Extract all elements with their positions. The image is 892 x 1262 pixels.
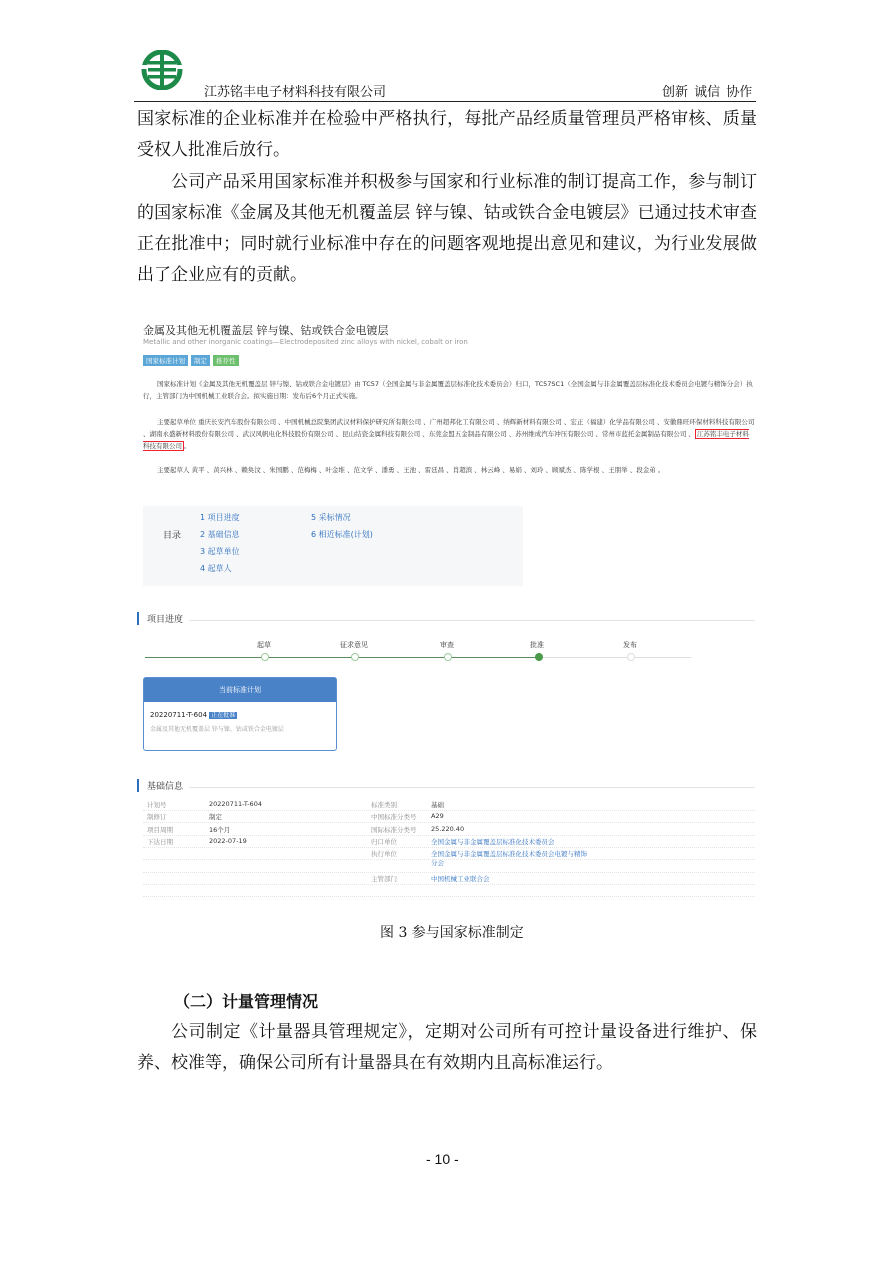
- header-divider: [134, 101, 756, 102]
- step-label: 发布: [623, 641, 637, 649]
- tag-nature: 推荐性: [213, 355, 239, 366]
- info-cell: 国际标准分类号: [371, 825, 417, 834]
- standard-screenshot: [137, 316, 757, 911]
- step-dot-current: [535, 653, 543, 661]
- info-cell: 中国标准分类号: [371, 813, 417, 822]
- step-label: 起草: [257, 641, 271, 649]
- page-number: - 10 -: [426, 1151, 459, 1167]
- step-dot: [261, 653, 269, 661]
- toc-item[interactable]: 6 相近标准(计划): [311, 530, 373, 539]
- toc-item[interactable]: 4 起草人: [200, 564, 232, 573]
- body-text-bottom: [137, 1017, 757, 1079]
- info-cell: 20220711-T-604: [209, 800, 262, 808]
- paragraph-1: 国家标准的企业标准并在检验中严格执行，每批产品经质量管理员严格审核、质量受权人批准后放行。: [137, 109, 757, 160]
- company-logo: [140, 50, 184, 90]
- basic-section-title: 基础信息: [137, 779, 183, 792]
- highlighted-company: 江苏铭丰电子材料科技有限公司: [143, 430, 749, 450]
- info-row-divider: [143, 847, 755, 848]
- section-heading: （二）计量管理情况: [174, 992, 319, 1011]
- info-cell: 16个月: [209, 825, 231, 834]
- info-cell: 归口单位: [371, 837, 397, 846]
- info-cell: 下达日期: [147, 837, 173, 846]
- toc-item[interactable]: 2 基础信息: [200, 530, 240, 539]
- info-row-divider: [143, 810, 755, 811]
- card-plan-no: [150, 710, 237, 719]
- section-rule: [189, 787, 755, 788]
- toc-item[interactable]: 5 采标情况: [311, 513, 351, 522]
- info-cell: 主管部门: [371, 874, 397, 883]
- toc-label: 目录: [163, 531, 182, 541]
- info-cell: 中国机械工业联合会: [431, 874, 490, 883]
- step-dot: [627, 653, 635, 661]
- info-cell: 基础: [431, 801, 444, 809]
- current-plan-card[interactable]: [143, 677, 337, 751]
- info-cell: 2022-07-19: [209, 836, 247, 845]
- status-badge: 正在批准: [211, 712, 236, 719]
- figure-caption: 图 3 参与国家标准制定: [380, 925, 524, 941]
- info-cell: 25.220.40: [431, 824, 465, 833]
- info-cell: A29: [431, 812, 444, 821]
- drafting-units-end: 。: [184, 442, 191, 450]
- step-label: 征求意见: [340, 641, 368, 649]
- step-dot: [444, 653, 452, 661]
- drafters: 主要起草人 黄平 、黄兴林 、赖奂汶 、朱国鹏 、范梅梅 、叶金堆 、范文学 、潘勇 、王池 、雷廷昌 、肖超滨 、林云峰 、易娟 、刘玲 、顾斌杰 、陈学根 、王朋举 、段金弟 。: [157, 466, 665, 474]
- table-of-contents: [143, 506, 523, 586]
- header-motto: 创新 诚信 协作: [662, 85, 753, 100]
- info-cell: 制修订: [147, 813, 167, 822]
- info-cell: 计划号: [147, 801, 167, 809]
- info-row-divider: [143, 822, 755, 823]
- info-cell: 全国金属与非金属覆盖层标准化技术委员会: [431, 837, 555, 846]
- body-text-top: [137, 104, 757, 291]
- toc-item[interactable]: 3 起草单位: [200, 547, 240, 556]
- info-cell: 执行单位: [371, 850, 397, 859]
- toc-item[interactable]: 1 项目进度: [200, 513, 240, 522]
- standard-title: 金属及其他无机覆盖层 锌与镍、钴或铁合金电镀层: [143, 324, 389, 337]
- paragraph-3: 公司制定《计量器具管理规定》，定期对公司所有可控计量设备进行维护、保养、校准等，确保公司所有计量器具在有效期内且高标准运行。: [137, 1022, 757, 1073]
- standard-tags: [143, 348, 242, 367]
- info-cell: 制定: [209, 813, 222, 822]
- section-rule: [189, 620, 755, 621]
- info-row-divider: [143, 872, 755, 873]
- standard-intro: 国家标准计划《金属及其他无机覆盖层 锌与镍、钴或铁合金电镀层》由 TC57（全国金属与非金属覆盖层标准化技术委员会）归口，TC57SC1（全国金属与非金属覆盖层标准化技术委员会电镀与精饰分会）执行，主管部门为中国机械工业联合会。拟实施日期：发布后6个月正式实施。: [143, 380, 753, 400]
- info-row-divider: [143, 896, 755, 897]
- card-no: 20220711-T-604: [150, 711, 208, 719]
- drafting-units: [143, 416, 755, 452]
- card-plan-name: 金属及其他无机覆盖层 锌与镍、钴或铁合金电镀层: [150, 726, 284, 733]
- info-cell: 全国金属与非金属覆盖层标准化技术委员会电镀与精饰分会: [431, 850, 587, 868]
- header-company: 江苏铭丰电子材料科技有限公司: [204, 85, 387, 100]
- tag-plan: 国家标准计划: [143, 355, 188, 366]
- card-title: 当前标准计划: [144, 678, 336, 702]
- tag-type: 制定: [191, 355, 210, 366]
- step-label: 审查: [440, 641, 454, 649]
- step-label: 批准: [530, 641, 544, 649]
- info-cell: 标准类别: [371, 801, 397, 809]
- info-cell: 项目周期: [147, 825, 173, 834]
- info-row-divider: [143, 835, 755, 836]
- standard-title-en: Metallic and other inorganic coatings—Electrodeposited zinc alloys with nickel, cobalt or iron: [143, 338, 468, 346]
- info-row-divider: [143, 859, 755, 860]
- drafting-units-text: 主要起草单位 重庆长安汽车股份有限公司 、中国机械总院集团武汉材料保护研究所有限公司 、广州超邦化工有限公司 、纳辉新材料有限公司 、宏正（福建）化学品有限公司 、安徽鼎旺环保材料科技有限公司 、湖南永盛新材料股份有限公司 、武汉风帆电化科技股份有限公司 、昆山结瓷金属科技有限公司 、东莞金盟五金制品有限公司 、苏州维成汽车冲压有限公司 、常州市蓝托金属制品有限公司 、: [143, 418, 755, 438]
- info-row-divider: [143, 884, 755, 885]
- progress-section-title: 项目进度: [137, 612, 183, 625]
- progress-line-pending: [541, 657, 691, 658]
- paragraph-2: 公司产品采用国家标准并积极参与国家和行业标准的制订提高工作，参与制订的国家标准《金属及其他无机覆盖层 锌与镍、钴或铁合金电镀层》已通过技术审查正在批准中；同时就行业标准中存在的问题客观地提出意见和建议，为行业发展做出了企业应有的贡献。: [137, 172, 757, 285]
- step-dot: [351, 653, 359, 661]
- progress-line-done: [145, 657, 541, 658]
